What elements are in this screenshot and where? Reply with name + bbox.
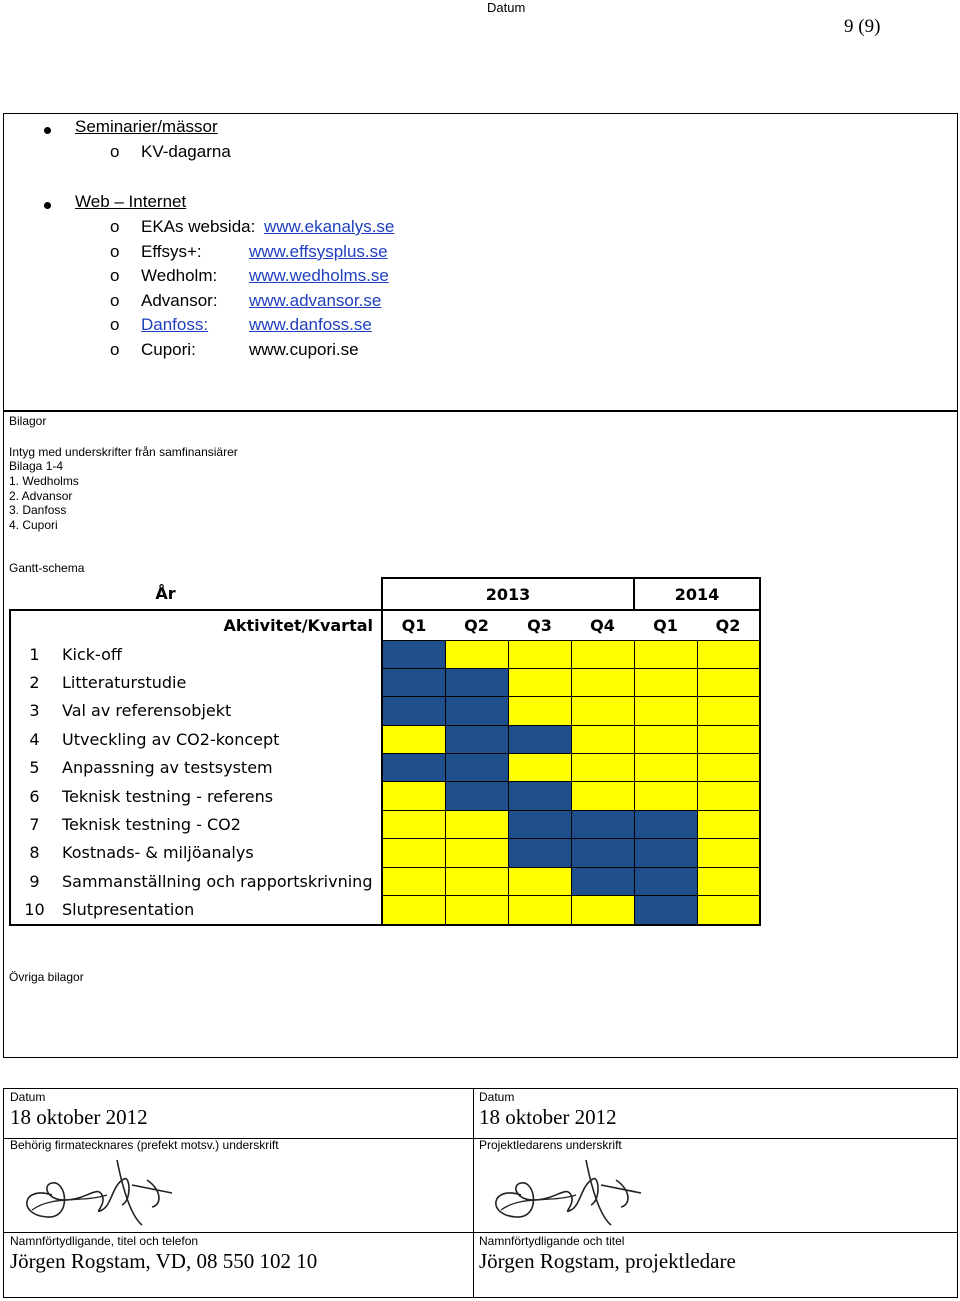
row-number: 5 [10,754,58,782]
gantt-bar-active [571,867,634,895]
gantt-row [10,839,760,867]
quarter-header: Q2 [697,610,760,640]
gantt-cell-empty [697,697,760,725]
gantt-bar-active [634,839,697,867]
seminars-title: Seminarier/mässor [75,117,218,136]
gantt-cell-empty [382,782,445,810]
web-item-url[interactable]: www.ekanalys.se [264,217,395,236]
header-datum: Datum [487,0,526,15]
gantt-cell-empty [634,754,697,782]
circle-bullet-icon: o [110,266,120,286]
gantt-bar-active [445,725,508,753]
sign-label-left: Behörig firmatecknares (prefekt motsv.) underskrift [10,1138,279,1152]
bilaga-item: 3. Danfoss [9,503,67,517]
gantt-row [10,754,760,782]
gantt-cell-empty [571,896,634,925]
gantt-row [10,640,760,668]
gantt-cell-empty [508,697,571,725]
activity-name: Kick-off [62,644,122,664]
divider [473,1089,474,1297]
gantt-cell-empty [508,640,571,668]
row-number: 4 [10,725,58,753]
gantt-cell-empty [634,697,697,725]
gantt-bar-active [445,697,508,725]
web-item-url[interactable]: www.danfoss.se [249,315,372,335]
activity-name: Teknisk testning - CO2 [62,815,241,835]
name-left: Jörgen Rogstam, VD, 08 550 102 10 [10,1249,318,1273]
circle-bullet-icon: o [110,290,120,310]
signature-image-left [12,1155,182,1231]
gantt-bar-active [445,754,508,782]
gantt-cell-empty [508,867,571,895]
gantt-bar-active [445,668,508,696]
gantt-cell-empty [571,725,634,753]
gantt-bar-active [382,754,445,782]
activity-header: Aktivitet/Kvartal [10,610,382,640]
activity-name: Anpassning av testsystem [62,758,273,778]
gantt-cell-empty [508,668,571,696]
gantt-bar-active [634,896,697,925]
gantt-row [10,867,760,895]
activity-name: Sammanställning och rapportskrivning [62,871,373,891]
gantt-bar-active [571,839,634,867]
gantt-cell-empty [445,839,508,867]
gantt-row [10,668,760,696]
circle-bullet-icon: o [110,217,120,236]
activity-name: Kostnads- & miljöanalys [62,843,254,863]
year-label: År [155,584,176,603]
name-label-right: Namnförtydligande och titel [479,1234,625,1248]
bilagor-title: Bilagor [9,414,47,428]
gantt-cell-empty [697,668,760,696]
name-right: Jörgen Rogstam, projektledare [479,1249,736,1273]
bilaga-range: Bilaga 1-4 [9,459,64,473]
gantt-row [10,810,760,838]
gantt-row [10,782,760,810]
quarter-header: Q1 [634,610,697,640]
row-number: 2 [10,668,58,696]
gantt-cell-empty [571,697,634,725]
gantt-bar-active [382,668,445,696]
gantt-cell-empty [382,839,445,867]
gantt-cell-empty [445,896,508,925]
gantt-cell-empty [508,896,571,925]
circle-bullet-icon: o [110,315,120,335]
web-item-url[interactable]: www.wedholms.se [249,266,389,286]
activity-name: Val av referensobjekt [62,701,232,721]
gantt-bar-active [634,810,697,838]
year-2013: 2013 [382,578,634,610]
gantt-cell-empty [382,810,445,838]
date-right: 18 oktober 2012 [479,1105,617,1129]
sign-label-right: Projektledarens underskrift [479,1138,622,1152]
gantt-cell-empty [697,725,760,753]
gantt-cell-empty [697,754,760,782]
bilaga-item: 2. Advansor [9,489,73,503]
gantt-bar-active [508,782,571,810]
quarter-header: Q3 [508,610,571,640]
gantt-bar-active [508,810,571,838]
activity-name: Slutpresentation [58,896,382,925]
datum-label-left: Datum [10,1090,46,1104]
gantt-cell-empty [697,810,760,838]
gantt-cell-empty [634,725,697,753]
gantt-row [10,697,760,725]
gantt-cell-empty [571,782,634,810]
ovriga-title: Övriga bilagor [9,970,84,984]
web-item-label: Cupori: [141,340,196,359]
web-item-label: Danfoss: [141,315,209,335]
gantt-cell-empty [697,640,760,668]
info-box [3,113,958,411]
web-item-url: www.cupori.se [249,340,359,359]
gantt-cell-empty [634,782,697,810]
circle-bullet-icon: o [110,241,120,261]
year-2014: 2014 [634,578,760,610]
web-item-label: EKAs websida: [141,217,256,236]
gantt-cell-empty [571,640,634,668]
web-title: Web – Internet [75,192,187,211]
gantt-cell-empty [634,668,697,696]
gantt-row [10,725,760,753]
web-item-label: Effsys+: [141,241,202,261]
signature-image-right [481,1155,651,1231]
activity-name: Teknisk testning - referens [62,786,274,806]
row-number: 6 [10,782,58,810]
row-number: 10 [10,896,58,925]
quarter-header: Q4 [571,610,634,640]
gantt-cell-empty [382,896,445,925]
web-item-url[interactable]: www.effsysplus.se [249,241,388,261]
row-number: 3 [10,697,58,725]
name-label-left: Namnförtydligande, titel och telefon [10,1234,199,1248]
gantt-cell-empty [445,640,508,668]
bilaga-item: 1. Wedholms [9,474,79,488]
gantt-cell-empty [382,867,445,895]
gantt-bar-active [634,867,697,895]
gantt-cell-empty [697,839,760,867]
row-number: 8 [10,839,58,867]
gantt-bar-active [382,640,445,668]
web-item-url[interactable]: www.advansor.se [249,290,382,310]
datum-label-right: Datum [479,1090,515,1104]
page-number: 9 (9) [844,16,881,37]
gantt-cell-empty [697,896,760,925]
gantt-bar-active [445,782,508,810]
web-item-label: Advansor: [141,290,218,310]
gantt-row [10,896,760,925]
gantt-bar-active [382,697,445,725]
gantt-cell-empty [697,867,760,895]
quarter-header: Q2 [445,610,508,640]
intyg-text: Intyg med underskrifter från samfinansiärer [9,445,238,459]
row-number: 7 [10,810,58,838]
gantt-bar-active [508,839,571,867]
gantt-title: Gantt-schema [9,561,85,575]
gantt-cell-empty [634,640,697,668]
gantt-cell-empty [508,754,571,782]
gantt-bar-active [508,725,571,753]
signature-block [3,1088,958,1298]
circle-bullet-icon: o [110,340,120,359]
activity-name: Utveckling av CO2-koncept [62,729,280,749]
bilaga-item: 4. Cupori [9,518,58,532]
web-item-label: Wedholm: [141,266,218,286]
date-left: 18 oktober 2012 [10,1105,148,1129]
gantt-cell-empty [697,782,760,810]
seminar-item: KV-dagarna [141,142,231,161]
row-number: 1 [10,640,58,668]
quarter-header: Q1 [382,610,445,640]
circle-bullet-icon: o [110,142,120,161]
gantt-cell-empty [571,668,634,696]
gantt-cell-empty [445,867,508,895]
divider [4,1232,957,1233]
gantt-cell-empty [382,725,445,753]
row-number: 9 [10,867,58,895]
gantt-chart [9,577,761,926]
gantt-cell-empty [445,810,508,838]
gantt-cell-empty [571,754,634,782]
bullet-icon [44,202,51,209]
activity-name: Litteraturstudie [62,673,187,693]
gantt-bar-active [571,810,634,838]
bullet-icon [44,127,51,134]
